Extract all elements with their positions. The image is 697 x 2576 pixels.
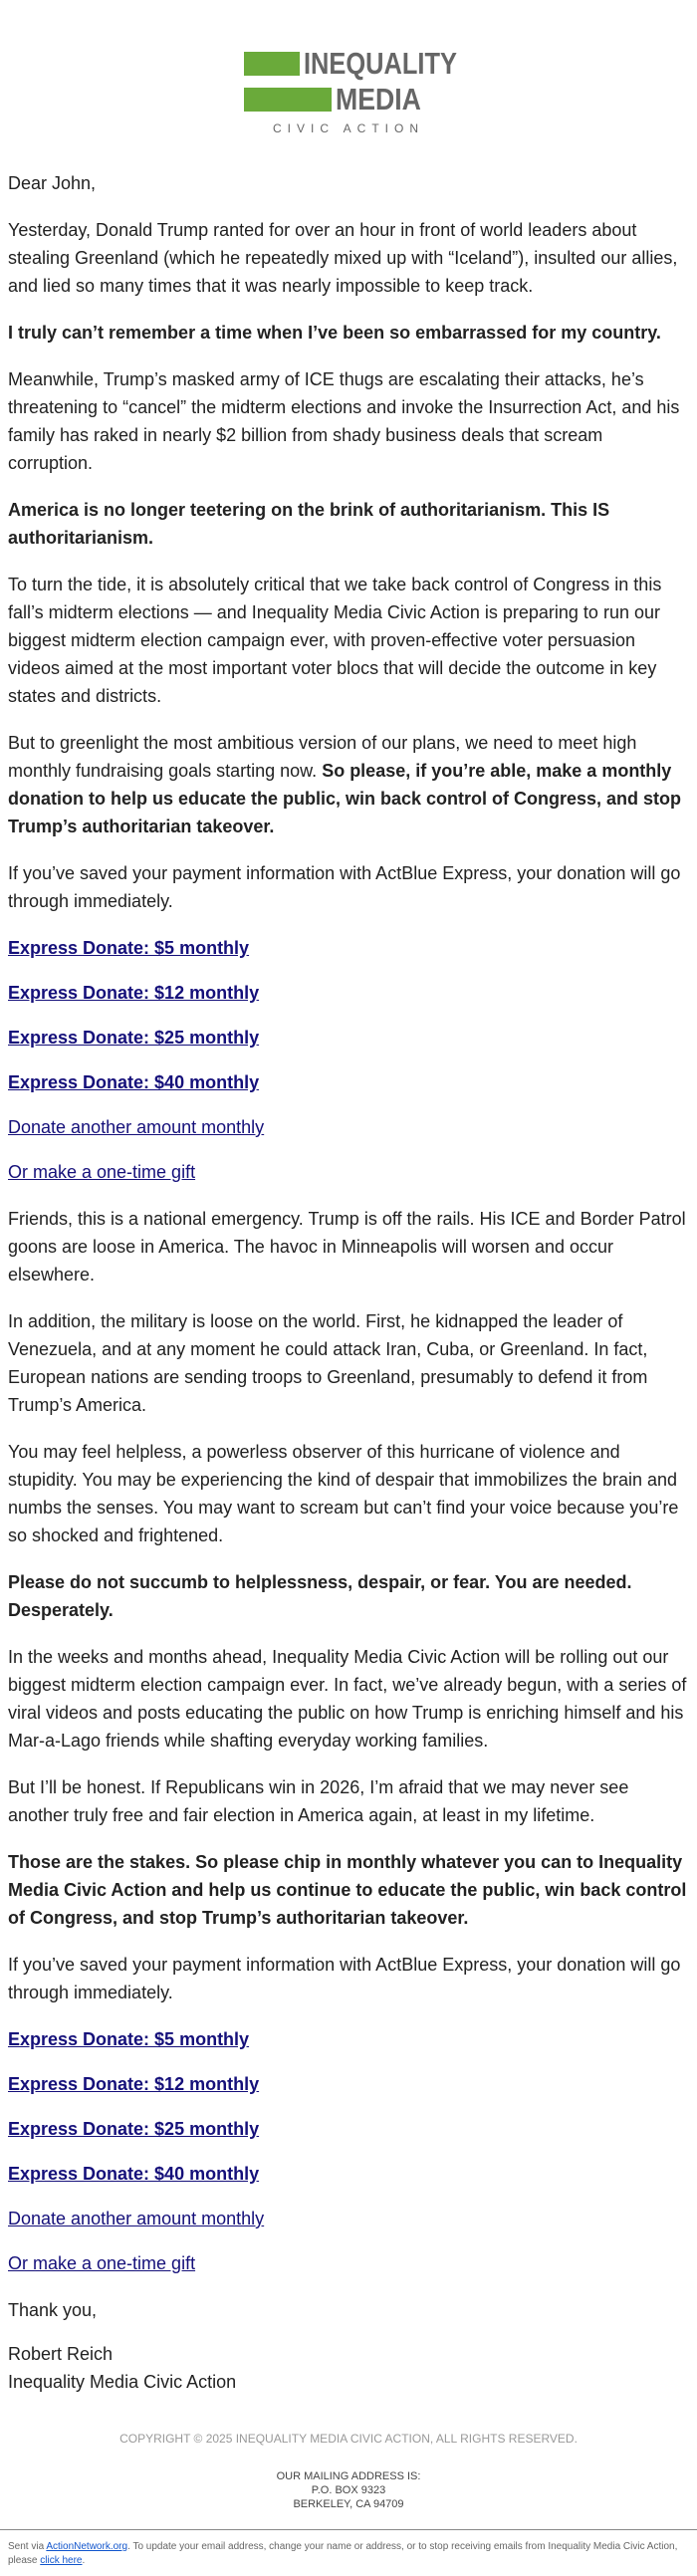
mailing-address-line-1: P.O. BOX 9323 — [311, 2484, 386, 2496]
express-donate-40-link-2[interactable]: Express Donate: $40 monthly — [8, 2164, 260, 2184]
paragraph-14: Those are the stakes. So please chip in monthly whatever you can to Inequality Media Civic Action and help us continue to educate the public, win back control of Congress, and stop Trump’s authoritarian takeover. — [8, 1852, 687, 1928]
paragraph-2: I truly can’t remember a time when I’ve been so embarrassed for my country. — [8, 323, 661, 343]
sent-via-text: Sent via — [8, 2541, 47, 2552]
express-donate-12-link[interactable]: Express Donate: $12 monthly — [8, 983, 260, 1003]
express-donate-40-link[interactable]: Express Donate: $40 monthly — [8, 1072, 260, 1092]
mailing-address-line-2: BERKELEY, CA 94709 — [293, 2498, 404, 2510]
one-time-gift-link[interactable]: Or make a one-time gift — [8, 1162, 196, 1182]
express-donate-12-link-2[interactable]: Express Donate: $12 monthly — [8, 2074, 260, 2094]
paragraph-6 — [8, 729, 689, 840]
paragraph-1: Yesterday, Donald Trump ranted for over an hour in front of world leaders about stealing Greenland (which he repeatedly mixed up with “Iceland”), insulted our allies, and lied so many times that it was nearly impossible to keep track. — [8, 220, 678, 296]
paragraph-9: In addition, the military is loose on the world. First, he kidnapped the leader of Venezuela, and at any moment he could attack Iran, Cuba, or Greenland. In fact, European nations are sending troops to Greenland, presumably to defend it from Trump’s America. — [8, 1311, 648, 1415]
update-text: . To update your email address, change your name or address, or to stop receiving emails from Inequality Media Civic Action, please — [8, 2541, 678, 2566]
paragraph-7: If you’ve saved your payment information with ActBlue Express, your donation will go through immediately. — [8, 863, 681, 911]
end-period: . — [82, 2555, 86, 2566]
signature-org: Inequality Media Civic Action — [8, 2372, 237, 2392]
signature-name: Robert Reich — [8, 2344, 114, 2364]
action-network-link[interactable]: ActionNetwork.org — [46, 2541, 128, 2552]
logo-text-inequality: INEQUALITY — [304, 46, 457, 81]
logo-text-media: MEDIA — [336, 82, 421, 117]
footer — [8, 2432, 689, 2511]
logo-green-bar-bottom — [244, 88, 332, 112]
paragraph-6-bold: So please, if you’re able, make a monthly donation to help us educate the public, win back control of Congress, and stop Trump’s authoritarian takeover. — [8, 761, 682, 836]
express-donate-5-link[interactable]: Express Donate: $5 monthly — [8, 938, 250, 958]
paragraph-6-plain: But to greenlight the most ambitious version of our plans, we need to meet high monthly fundraising goals starting now. — [8, 733, 637, 781]
greeting: Dear John, — [8, 173, 97, 193]
paragraph-4: America is no longer teetering on the brink of authoritarianism. This IS authoritarianism. — [8, 500, 610, 548]
mailing-address-label: OUR MAILING ADDRESS IS: — [276, 2470, 421, 2482]
express-donate-5-link-2[interactable]: Express Donate: $5 monthly — [8, 2029, 250, 2049]
paragraph-3: Meanwhile, Trump’s masked army of ICE thugs are escalating their attacks, he’s threatening to “cancel” the midterm elections and invoke the Insurrection Act, and his family has raked in nearly $2 billion from shady business deals that scream corruption. — [8, 369, 680, 473]
logo-green-bar-top — [244, 52, 300, 76]
unsubscribe-notice — [0, 2529, 697, 2576]
paragraph-15: If you’ve saved your payment information with ActBlue Express, your donation will go through immediately. — [8, 1955, 681, 2002]
paragraph-10: You may feel helpless, a powerless observer of this hurricane of violence and stupidity. You may be experiencing the kind of despair that immobilizes the brain and numbs the senses. You may want to scream but can’t find your voice because you’re so shocked and frightened. — [8, 1442, 679, 1545]
paragraph-8: Friends, this is a national emergency. Trump is off the rails. His ICE and Border Patrol goons are loose in America. The havoc in Minneapolis will worsen and occur elsewhere. — [8, 1209, 686, 1285]
signoff: Thank you, — [8, 2300, 98, 2320]
one-time-gift-link-2[interactable]: Or make a one-time gift — [8, 2253, 196, 2273]
paragraph-5: To turn the tide, it is absolutely critical that we take back control of Congress in this fall’s midterm elections — and Inequality Media Civic Action is preparing to run our biggest midterm election campaign ever, with proven-effective voter persuasion videos aimed at the most important voter blocs that will decide the outcome in key states and districts. — [8, 575, 662, 706]
paragraph-12: In the weeks and months ahead, Inequality Media Civic Action will be rolling out our biggest midterm election campaign ever. In fact, we’ve already begun, with a series of viral videos and posts educating the public on how Trump is enriching himself and his Mar-a-Lago friends while shafting everyday working families. — [8, 1647, 687, 1751]
click-here-link[interactable]: click here — [40, 2555, 83, 2566]
signature — [8, 2296, 689, 2396]
email-body — [8, 169, 689, 2396]
express-donate-25-link-2[interactable]: Express Donate: $25 monthly — [8, 2119, 260, 2139]
logo — [8, 0, 689, 139]
paragraph-11: Please do not succumb to helplessness, despair, or fear. You are needed. Desperately. — [8, 1572, 632, 1620]
donate-other-amount-link[interactable]: Donate another amount monthly — [8, 1117, 265, 1137]
express-donate-25-link[interactable]: Express Donate: $25 monthly — [8, 1028, 260, 1048]
logo-text-civic-action: CIVIC ACTION — [272, 121, 424, 135]
mailing-address — [8, 2469, 689, 2511]
paragraph-13: But I’ll be honest. If Republicans win in 2026, I’m afraid that we may never see another truly free and fair election in America again, at least in my lifetime. — [8, 1777, 629, 1825]
copyright: COPYRIGHT © 2025 INEQUALITY MEDIA CIVIC ACTION, ALL RIGHTS RESERVED. — [119, 2432, 578, 2446]
donate-other-amount-link-2[interactable]: Donate another amount monthly — [8, 2209, 265, 2228]
